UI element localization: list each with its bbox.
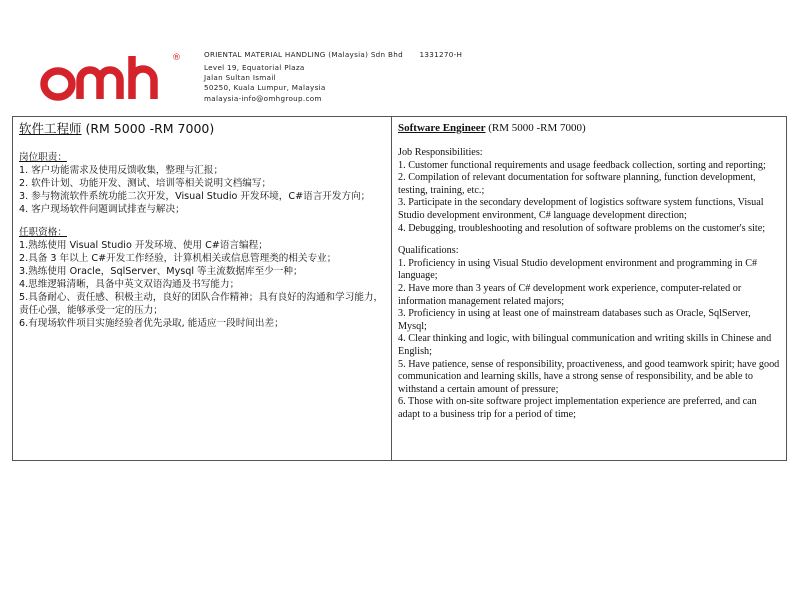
list-item: 5.具备耐心、责任感、积极主动，良好的团队合作精神；具有良好的沟通和学习能力，责任心强，能够承受一定的压力； [19, 292, 384, 316]
list-item: 1.熟练使用 Visual Studio 开发环境、使用 C#语言编程； [19, 240, 268, 251]
letterhead [0, 0, 800, 110]
cn-resp-heading: 岗位职责： [19, 152, 67, 163]
company-info [204, 50, 604, 104]
company-email: malaysia-info@omhgroup.com [204, 94, 322, 103]
en-qual-heading: Qualifications: [398, 245, 459, 257]
registered-mark: ® [172, 53, 181, 63]
cn-qual-heading: 任职资格： [19, 227, 67, 238]
en-salary: (RM 5000 -RM 7000) [485, 122, 586, 134]
company-address [204, 63, 604, 93]
list-item: 6. Those with on-site software project implementation experience are preferred, and can adapt to a business trip for a period of time; [398, 396, 757, 420]
omh-logo [40, 54, 182, 102]
list-item: 2. Compilation of relevant documentation for software planning, function development, testing, training, etc.; [398, 172, 756, 196]
chinese-column [13, 117, 392, 461]
address-line: 50250, Kuala Lumpur, Malaysia [204, 83, 326, 92]
list-item: 6.有现场软件项目实施经验者优先录取, 能适应一段时间出差； [19, 318, 284, 329]
list-item: 1. 客户功能需求及使用反馈收集，整理与汇报； [19, 165, 224, 176]
list-item: 1. Customer functional requirements and usage feedback collection, sorting and reporting; [398, 159, 766, 171]
en-responsibilities [398, 147, 780, 235]
en-resp-heading: Job Responsibilities: [398, 147, 483, 158]
list-item: 2.具备 3 年以上 C#开发工作经验，计算机相关或信息管理类的相关专业； [19, 253, 337, 264]
list-item: 4. Debugging, troubleshooting and resolution of software problems on the customer's site; [398, 222, 766, 234]
table-row [13, 117, 787, 461]
list-item: 1. Proficiency in using Visual Studio development environment and programming in C# language; [398, 257, 758, 282]
address-line: Level 19, Equatorial Plaza [204, 63, 305, 72]
company-name: ORIENTAL MATERIAL HANDLING (Malaysia) Sdn Bhd [204, 50, 403, 59]
cn-qualifications [19, 226, 385, 330]
cn-title-text: 软件工程师 [19, 121, 82, 136]
cn-job-title [19, 121, 385, 137]
job-description-table [12, 116, 787, 461]
list-item: 2. Have more than 3 years of C# development work experience, computer-related or information management related majors; [398, 282, 742, 307]
cn-responsibilities [19, 151, 385, 216]
list-item: 4. Clear thinking and logic, with bilingual communication and writing skills in Chinese and English; [398, 333, 772, 357]
list-item: 3.熟练使用 Oracle，SqlServer、Mysql 等主流数据库至少一种； [19, 266, 303, 277]
list-item: 4.思维逻辑清晰，具备中英文双语沟通及书写能力； [19, 279, 240, 290]
address-line: Jalan Sultan Ismail [204, 73, 276, 82]
list-item: 2. 软件计划、功能开发、测试、培训等相关说明文档编写； [19, 178, 272, 189]
company-reg-no: 1331270-H [419, 50, 463, 59]
en-job-title [398, 121, 780, 135]
en-qualifications [398, 245, 780, 421]
english-column [392, 117, 787, 461]
list-item: 4. 客户现场软件问题调试排查与解决； [19, 204, 185, 215]
list-item: 3. 参与物流软件系统功能二次开发，Visual Studio 开发环境，C#语言开发方向； [19, 191, 371, 202]
list-item: 3. Proficiency in using at least one of mainstream databases such as Oracle, SqlServer, Mysql; [398, 308, 751, 332]
cn-salary: (RM 5000 -RM 7000) [81, 121, 215, 136]
list-item: 5. Have patience, sense of responsibility, proactiveness, and good teamwork spirit; have good communication and learning skills, have a strong sense of responsibility, and be able to withstand a certain amount of pressure; [398, 358, 780, 395]
en-title-text: Software Engineer [398, 122, 486, 134]
list-item: 3. Participate in the secondary development of logistics software system functions, Visual Studio development environment, C# language development direction; [398, 197, 764, 221]
